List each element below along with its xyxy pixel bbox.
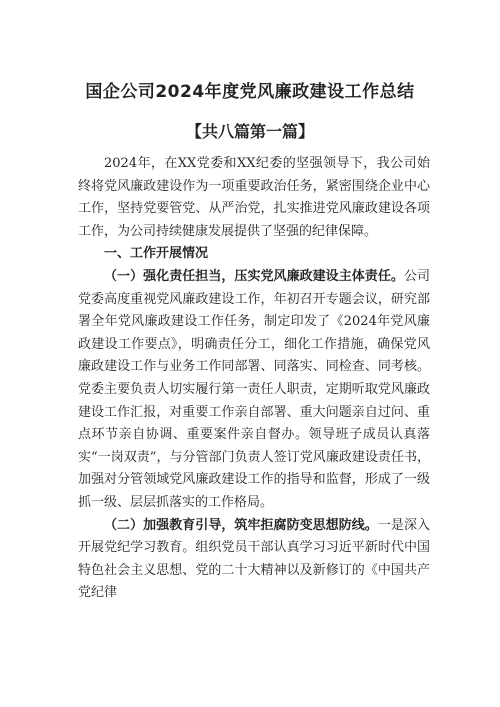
item-text-1: 公司党委高度重视党风廉政建设工作，年初召开专题会议，研究部署全年党风廉政建设工作任务，制定印发了《2024年党风廉政建设工作要点》，明确责任分工，细化工作措施，确保党风廉政建设工作与业务工作同部署、同落实、同检查、同考核。党委主要负责人切实履行第一责任人职责，定期听取党风廉政建设工作汇报，对重要工作亲自部署、重大问题亲自过问、重点环节亲自协调、重要案件亲自督办。领导班子成员认真落实“一岗双责”，与分管部门负责人签订党风廉政建设责任书，加强对分管领域党风廉政建设工作的指导和监督，形成了一级抓一级、层层抓落实的工作格局。 xyxy=(78,268,430,510)
document-title: 国企公司2024年度党风廉政建设工作总结 xyxy=(85,82,415,102)
intro-paragraph: 2024年，在XX党委和XX纪委的坚强领导下，我公司始终将党风廉政建设作为一项重要政治任务，紧密围绕企业中心工作，坚持党要管党、从严治党，扎实推进党风廉政建设各项工作，为公司持续健康发展提供了坚强的纪律保障。 xyxy=(78,156,430,239)
item-lead-2: （二）加强教育引导，筑牢拒腐防变思想防线。 xyxy=(104,517,378,533)
document-subtitle: 【共八篇第一篇】 xyxy=(185,122,314,141)
document-body xyxy=(78,153,430,605)
section-heading: 一、工作开展情况 xyxy=(104,246,209,262)
item-paragraph-1 xyxy=(78,266,430,515)
item-paragraph-2 xyxy=(78,515,430,605)
item-text-2: 一是深入开展党纪学习教育。组织党员干部认真学习习近平新时代中国特色社会主义思想、党的二十大精神以及新修订的《中国共产党纪律 xyxy=(78,517,430,601)
item-lead-1: （一）强化责任担当，压实党风廉政建设主体责任。 xyxy=(104,268,404,284)
